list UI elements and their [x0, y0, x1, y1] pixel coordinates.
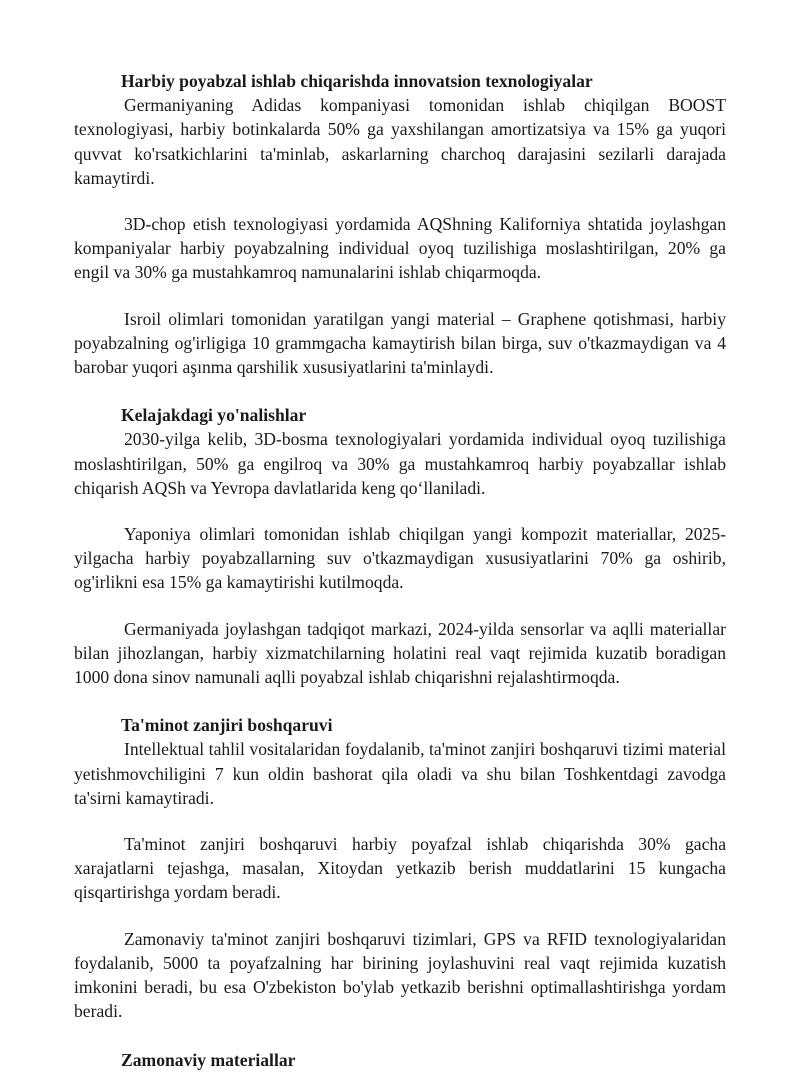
paragraph: Zamonaviy ta'minot zanjiri boshqaruvi tizimlari, GPS va RFID texnologiyalaridan foydalanib, 5000 ta poyafzalning har birining joylashuvini real vaqt rejimida kuzatish imkonini beradi, bu esa O'zbekiston bo'ylab yetkazib berishni optimallashtirishga yordam beradi. [74, 928, 726, 1022]
section-heading: Zamonaviy materiallar [121, 1049, 296, 1070]
paragraph: Germaniyada joylashgan tadqiqot markazi, 2024-yilda sensorlar va aqlli materiallar bilan jihozlangan, harbiy xizmatchilarning holatini real vaqt rejimida kuzatib boradigan 1000 dona sinov namunali aqlli poyabzal ishlab chiqarishni rejalashtirmoqda. [74, 618, 726, 688]
section-heading: Kelajakdagi yo'nalishlar [121, 405, 307, 426]
paragraph: Yaponiya olimlari tomonidan ishlab chiqilgan yangi kompozit materiallar, 2025-yilgacha harbiy poyabzallarning suv o'tkazmaydigan xususiyatlarini 70% ga oshirib, og'irlikni esa 15% ga kamaytirishi kutilmoqda. [74, 524, 726, 593]
section-future-directions [74, 403, 726, 689]
section-heading: Ta'minot zanjiri boshqaruvi [121, 715, 333, 736]
document-page [74, 66, 726, 1072]
section-supply-chain [74, 713, 726, 1023]
paragraph: Intellektual tahlil vositalaridan foydalanib, ta'minot zanjiri boshqaruvi tizimi material yetishmovchiligini 7 kun oldin bashorat qila oladi va shu bilan Toshkentdagi zavodga ta'sirni kamaytiradi. [74, 739, 726, 808]
paragraph: 2030-yilga kelib, 3D-bosma texnologiyalari yordamida individual oyoq tuzilishiga moslashtirilgan, 50% ga engilroq va 30% ga mustahkamroq harbiy poyabzallar ishlab chiqarish AQSh va Yevropa davlatlarida keng qo‘llaniladi. [74, 429, 726, 498]
paragraph: Ta'minot zanjiri boshqaruvi harbiy poyafzal ishlab chiqarishda 30% gacha xarajatlarni tejashga, masalan, Xitoydan yetkazib berish muddatlarini 15 kungacha qisqartirishga yordam beradi. [74, 834, 726, 903]
section-heading: Harbiy poyabzal ishlab chiqarishda innovatsion texnologiyalar [121, 71, 593, 91]
paragraph: Germaniyaning Adidas kompaniyasi tomonidan ishlab chiqilgan BOOST texnologiyasi, harbiy botinkalarda 50% ga yaxshilangan amortizatsiya va 15% ga yuqori quvvat ko'rsatkichlarini ta'minlab, askarlarning charchoq darajasini sezilarli darajada kamaytirdi. [74, 95, 726, 188]
paragraph: 3D-chop etish texnologiyasi yordamida AQShning Kaliforniya shtatida joylashgan kompaniyalar harbiy poyabzalning individual oyoq tuzilishiga moslashtirilgan, 20% ga engil va 30% ga mustahkamroq namunalarini ishlab chiqarmoqda. [74, 214, 726, 283]
section-innovations [74, 69, 726, 379]
section-modern-materials [74, 1048, 726, 1072]
paragraph: Isroil olimlari tomonidan yaratilgan yangi material – Graphene qotishmasi, harbiy poyabzalning og'irligiga 10 grammgacha kamaytirish bilan birga, suv o'tkazmaydigan va 4 barobar yuqori aşınma qarshilik xususiyatlarini ta'minlaydi. [74, 308, 726, 378]
